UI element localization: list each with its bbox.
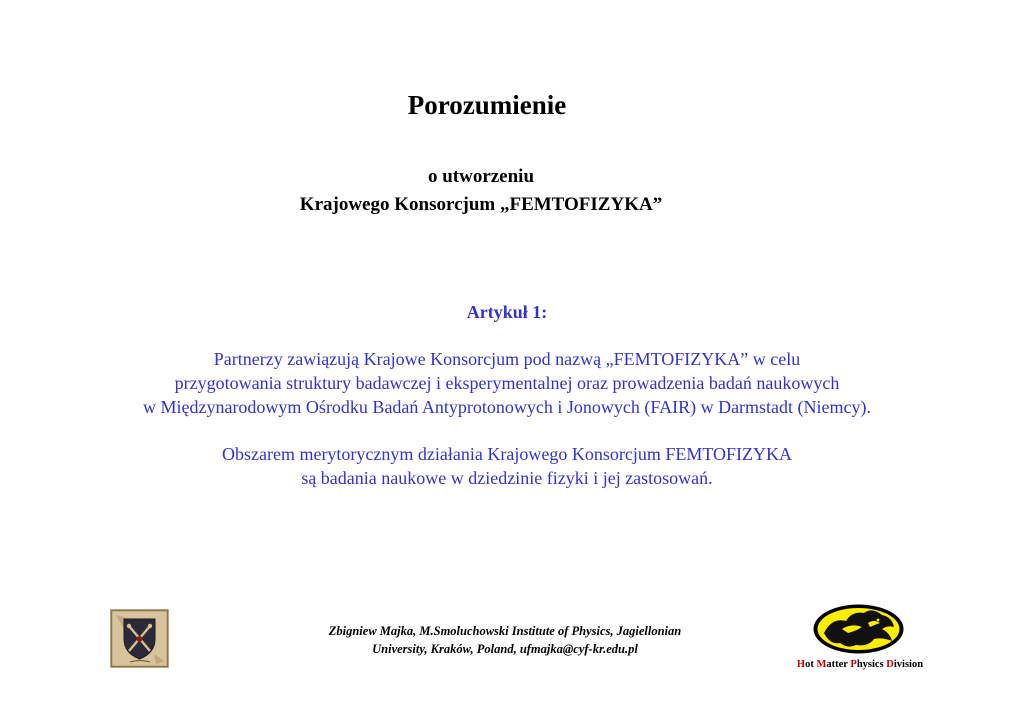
paragraph-line: Obszarem merytorycznym działania Krajowego Konsorcjum FEMTOFIZYKA — [221, 444, 793, 464]
university-crest-icon — [110, 609, 169, 668]
footer-author — [230, 622, 780, 658]
footer-line: University, Kraków, Poland, ufmajka@cyf-kr.edu.pl — [372, 642, 638, 656]
division-word-part: hysics — [856, 659, 887, 670]
paragraph-line: przygotowania struktury badawczej i eksperymentalnej oraz prowadzenia badań naukowych — [174, 373, 840, 393]
footer-line: Zbigniew Majka, M.Smoluchowski Institute of Physics, Jagiellonian — [328, 624, 682, 638]
paragraph-line: Partnerzy zawiązują Krajowe Konsorcjum pod nazwą „FEMTOFIZYKA” w celu — [213, 349, 801, 369]
document-title: Porozumienie — [407, 90, 567, 120]
hot-matter-physics-division-label — [760, 659, 960, 670]
paragraph-line: w Międzynarodowym Ośrodku Badań Antyprotonowych i Jonowych (FAIR) w Darmstadt (Niemcy). — [142, 397, 872, 417]
division-initial: H — [796, 659, 806, 670]
document-subtitle — [0, 163, 962, 219]
dragon-emblem-icon — [812, 603, 905, 655]
division-word-part: ivision — [893, 659, 924, 670]
paragraph-line: są badania naukowe w dziedzinie fizyki i jej zastosowań. — [301, 468, 713, 488]
article-paragraph-1 — [0, 347, 1014, 419]
article-paragraph-2 — [0, 442, 1014, 490]
division-initial: D — [886, 659, 894, 670]
division-initial: M — [816, 659, 827, 670]
division-word-part: atter — [826, 659, 851, 670]
division-initial: P — [850, 659, 857, 670]
article-heading: Artykuł 1: — [466, 302, 548, 322]
subtitle-line: Krajowego Konsorcjum „FEMTOFIZYKA” — [299, 194, 663, 215]
subtitle-line: o utworzeniu — [427, 166, 535, 187]
division-word-part: ot — [805, 659, 817, 670]
